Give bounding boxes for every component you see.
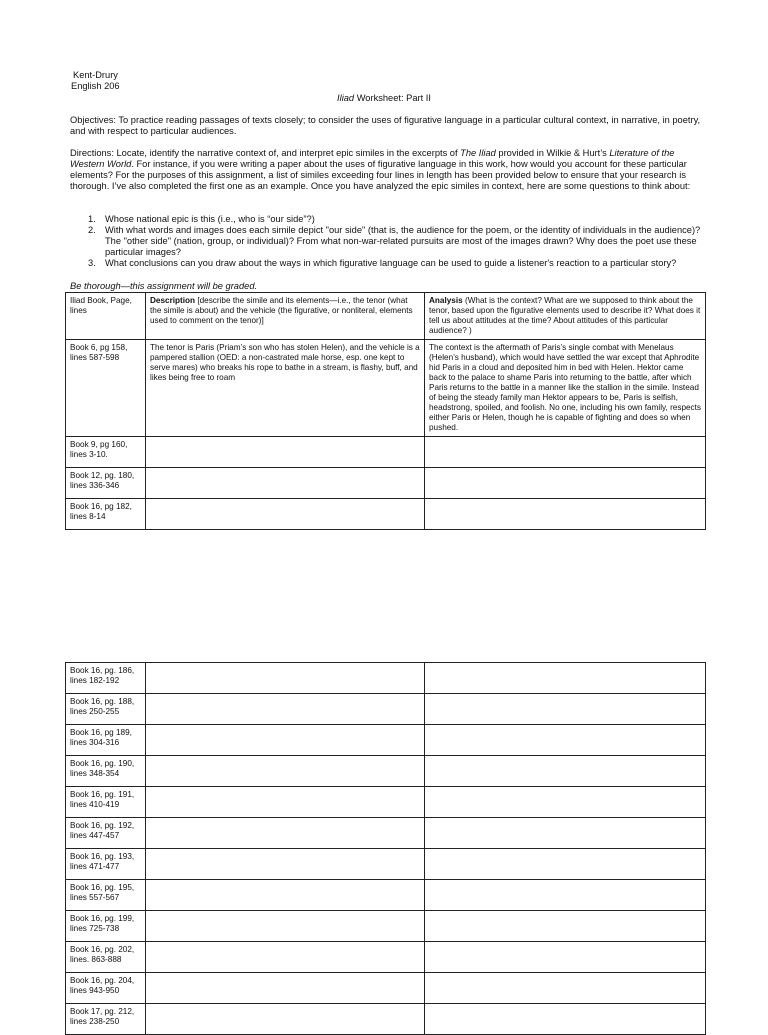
row-reference: Book 16, pg 189, lines 304-316	[66, 725, 146, 756]
analysis-cell[interactable]	[425, 725, 706, 756]
table-row	[66, 468, 706, 499]
row-reference: Book 16, pg. 191, lines 410-419	[66, 787, 146, 818]
question-number: 3.	[88, 258, 96, 268]
table-body-page2	[66, 663, 706, 1035]
description-cell[interactable]	[146, 663, 425, 694]
table-row	[66, 499, 706, 530]
description-cell[interactable]	[146, 756, 425, 787]
description-cell[interactable]	[146, 468, 425, 499]
objectives-paragraph: Objectives: To practice reading passages of texts closely; to consider the uses of figurative language in a particular cultural context, in narrative, in poetry, and with respect to particular audiences.	[70, 115, 701, 136]
description-cell[interactable]	[146, 973, 425, 1004]
graded-note: Be thorough—this assignment will be graded.	[70, 281, 258, 291]
directions-anthology: Literature of the Western World	[70, 148, 675, 169]
row-reference: Book 12, pg. 180, lines 336-346	[66, 468, 146, 499]
header-description	[146, 293, 425, 340]
header-description-label: Description	[150, 296, 196, 305]
analysis-cell[interactable]	[425, 756, 706, 787]
description-cell[interactable]	[146, 849, 425, 880]
question-number: 1.	[88, 214, 96, 224]
row-reference: Book 16, pg. 192, lines 447-457	[66, 818, 146, 849]
simile-table-continued	[65, 662, 706, 1035]
row-reference: Book 16, pg 182, lines 8-14	[66, 499, 146, 530]
row-reference: Book 16, pg. 190, lines 348-354	[66, 756, 146, 787]
table-row	[66, 1004, 706, 1035]
table-row	[66, 973, 706, 1004]
analysis-cell[interactable]	[425, 911, 706, 942]
example-description: The tenor is Paris (Priam’s son who has stolen Helen), and the vehicle is a pampered stallion (OED: a non-castrated male horse, esp. one kept to serve mares) who breaks his rope to bathe in a stream, is flashy, buff, and likes being free to roam	[146, 340, 425, 437]
description-cell[interactable]	[146, 725, 425, 756]
table-row	[66, 756, 706, 787]
title-rest: Worksheet: Part II	[354, 93, 431, 103]
author-name: Kent-Drury	[73, 70, 118, 80]
row-reference: Book 17, pg. 212, lines 238-250	[66, 1004, 146, 1035]
table-row	[66, 849, 706, 880]
table-header-row	[66, 293, 706, 340]
table-row	[66, 818, 706, 849]
analysis-cell[interactable]	[425, 694, 706, 725]
row-reference: Book 16, pg. 186, lines 182-192	[66, 663, 146, 694]
directions-text-3: . For instance, if you were writing a paper about the uses of figurative language in this work, how would you account for these particular elements? For the purposes of this assignment, a list of similes exceeding four lines in length has been provided below to ensure that your research is thorough. I’ve also completed the first one as an example. Once you have analyzed the epic similes in context, here are some questions to think about:	[70, 159, 691, 191]
simile-table	[65, 292, 706, 530]
question-text: Whose national epic is this (i.e., who is “our side”?)	[105, 214, 315, 224]
analysis-cell[interactable]	[425, 499, 706, 530]
description-cell[interactable]	[146, 787, 425, 818]
question-item	[70, 214, 702, 225]
description-cell[interactable]	[146, 880, 425, 911]
analysis-cell[interactable]	[425, 973, 706, 1004]
row-reference: Book 9, pg 160, lines 3-10.	[66, 437, 146, 468]
question-text: With what words and images does each simile depict "our side" (that is, the audience for the poem, or the identity of individuals in the audience)? The "other side" (nation, group, or individual)? From what non-war-related pursuits are most of the images drawn? Why does the poet use these particular images?	[105, 225, 701, 257]
analysis-cell[interactable]	[425, 942, 706, 973]
header-analysis	[425, 293, 706, 340]
row-reference: Book 16, pg. 195, lines 557-567	[66, 880, 146, 911]
table-row	[66, 911, 706, 942]
analysis-cell[interactable]	[425, 468, 706, 499]
table-row	[66, 725, 706, 756]
directions-text-2: provided in Wilkie & Hurt’s	[495, 148, 610, 158]
description-cell[interactable]	[146, 437, 425, 468]
description-cell[interactable]	[146, 942, 425, 973]
description-cell[interactable]	[146, 499, 425, 530]
example-row	[66, 340, 706, 437]
course-name: English 206	[71, 81, 120, 91]
description-cell[interactable]	[146, 694, 425, 725]
header-analysis-text: (What is the context? What are we supposed to think about the tenor, based upon the figurative elements used to describe it? What does it tell us about attitudes at the time? About attitudes of this particular audience? )	[429, 296, 701, 335]
table-body-page1	[66, 437, 706, 530]
row-reference: Book 16, pg. 204, lines 943-950	[66, 973, 146, 1004]
worksheet-title	[0, 93, 768, 104]
description-cell[interactable]	[146, 1004, 425, 1035]
table-row	[66, 437, 706, 468]
analysis-cell[interactable]	[425, 787, 706, 818]
directions-paragraph	[70, 148, 702, 192]
header-analysis-label: Analysis	[429, 296, 463, 305]
header-reference: Iliad Book, Page, lines	[66, 293, 146, 340]
question-item	[70, 258, 702, 269]
row-reference: Book 16, pg. 188, lines 250-255	[66, 694, 146, 725]
analysis-cell[interactable]	[425, 663, 706, 694]
row-reference: Book 16, pg. 193, lines 471-477	[66, 849, 146, 880]
question-item	[70, 225, 702, 258]
description-cell[interactable]	[146, 818, 425, 849]
analysis-cell[interactable]	[425, 849, 706, 880]
row-reference: Book 16, pg. 202, lines. 863-888	[66, 942, 146, 973]
table-row	[66, 694, 706, 725]
header-description-text: [describe the simile and its elements—i.e., the tenor (what the simile is about) and the vehicle (the figurative, or nonliteral, elements used to comment on the tenor)]	[150, 296, 413, 325]
table-row	[66, 942, 706, 973]
title-work: Iliad	[337, 93, 355, 103]
analysis-cell[interactable]	[425, 1004, 706, 1035]
row-reference: Book 16, pg. 199, lines 725-738	[66, 911, 146, 942]
directions-work-title: The Iliad	[460, 148, 496, 158]
analysis-cell[interactable]	[425, 437, 706, 468]
description-cell[interactable]	[146, 911, 425, 942]
question-text: What conclusions can you draw about the ways in which figurative language can be used to guide a listener's reaction to a particular story?	[105, 258, 677, 268]
table-row	[66, 880, 706, 911]
table-row	[66, 663, 706, 694]
example-reference: Book 6, pg 158, lines 587-598	[66, 340, 146, 437]
analysis-cell[interactable]	[425, 818, 706, 849]
table-row	[66, 787, 706, 818]
example-analysis: The context is the aftermath of Paris’s single combat with Menelaus (Helen’s husband), which would have settled the war except that Aphrodite hid Paris in a cloud and deposited him in bed with Helen. Hektor came back to the palace to shame Paris into returning to the battle, after which Paris returns to the battle in a manner like the stallion in the simile. Instead of being the steady family man Hektor appears to be, Paris is selfish, headstrong, spoiled, and foolish. No one, including his own family, respects either Paris or Helen, though he is capable of fighting and does so when pushed.	[425, 340, 706, 437]
questions-list	[70, 214, 702, 269]
analysis-cell[interactable]	[425, 880, 706, 911]
question-number: 2.	[88, 225, 96, 235]
directions-text-1: Directions: Locate, identify the narrative context of, and interpret epic similes in the excerpts of	[70, 148, 461, 158]
